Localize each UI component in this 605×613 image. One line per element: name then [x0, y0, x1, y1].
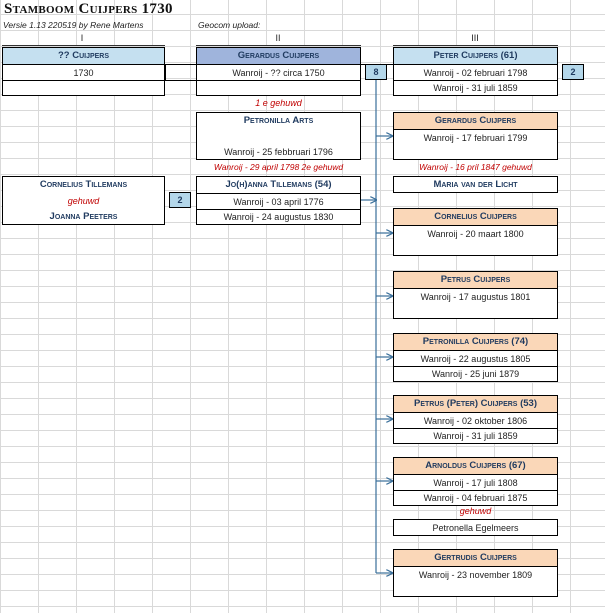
person-death: Wanroij - 25 febbruari 1796: [224, 147, 333, 157]
person-birth: Wanroij - 17 februari 1799: [423, 133, 528, 143]
person-birth: 1730: [73, 68, 94, 78]
person-birth: Wanroij - ?? circa 1750: [232, 68, 325, 78]
geocom-text: Geocom upload:: [198, 20, 261, 30]
person-card-petrus-peter-cuijpers[interactable]: [393, 395, 558, 444]
marriage-label: 1 e gehuwd: [255, 98, 302, 108]
person-birth: Wanroij - 23 november 1809: [418, 570, 533, 580]
connector-line: [165, 80, 196, 81]
marriage-label: Wanroij - 16 pril 1847 gehuwd: [419, 162, 532, 172]
marriage-label: Wanroij - 29 april 1798 2e gehuwd: [213, 162, 344, 172]
person-card-gen1[interactable]: [2, 47, 165, 96]
person-death: Wanroij - 25 juni 1879: [431, 369, 520, 379]
person-birth: Wanroij - 22 augustus 1805: [420, 354, 531, 364]
person-birth: Wanroij - 02 februari 1798: [423, 68, 528, 78]
person-birth: Wanroij - 02 oktober 1806: [423, 416, 528, 426]
connector-line: [361, 64, 393, 65]
generation-bar-3: [393, 45, 558, 46]
person-card-johanna-tillemans[interactable]: [196, 176, 361, 225]
person-birth: Wanroij - 17 juli 1808: [433, 478, 518, 488]
person-card-maria-van-der-licht[interactable]: [393, 176, 558, 193]
version-text: Versie 1.13 220519 by Rene Martens: [3, 20, 144, 30]
person-name: Gerardus Cuijpers: [197, 48, 360, 64]
person-card-petrus-cuijpers[interactable]: [393, 271, 558, 319]
person-card-peter-cuijpers[interactable]: [393, 47, 558, 96]
person-card-gerardus-father[interactable]: [196, 47, 361, 96]
person-death: Wanroij - 31 juli 1859: [433, 83, 518, 93]
married-label: gehuwd: [459, 506, 492, 516]
person-name: Petrus (Peter) Cuijpers (53): [394, 396, 557, 412]
connector-line: [165, 64, 196, 65]
person-card-petronilla-arts[interactable]: [196, 112, 361, 160]
person-name: Arnoldus Cuijpers (67): [394, 458, 557, 474]
person-name: Petronilla Cuijpers (74): [394, 334, 557, 350]
person-name: Petronella Egelmeers: [432, 523, 519, 533]
generation-label-2: II: [275, 33, 281, 43]
person-card-gerardus-cuijpers[interactable]: [393, 112, 558, 160]
children-count-badge[interactable]: 2: [169, 192, 191, 208]
generation-label-1: I: [80, 33, 84, 43]
person-death: Wanroij - 24 augustus 1830: [223, 212, 334, 222]
generation-bar-1: [2, 45, 165, 46]
person-card-petronella-egelmeers[interactable]: [393, 519, 558, 536]
connector-line: [165, 64, 166, 81]
person-name: Peter Cuijpers (61): [394, 48, 557, 64]
generation-label-3: III: [471, 33, 479, 43]
person-name: Joanna Peeters: [49, 211, 118, 222]
person-birth: Wanroij - 03 april 1776: [233, 197, 324, 207]
person-name: Cornelius Cuijpers: [394, 209, 557, 225]
person-card-arnoldus-cuijpers[interactable]: [393, 457, 558, 506]
children-count-badge[interactable]: 2: [562, 64, 584, 80]
person-name: ?? Cuijpers: [3, 48, 164, 64]
generation-bar-2: [196, 45, 361, 46]
person-name: Petronilla Arts: [243, 115, 314, 126]
person-name: Gertrudis Cuijpers: [394, 550, 557, 566]
person-card-cornelius-cuijpers[interactable]: [393, 208, 558, 256]
person-name: Cornelius Tillemans: [39, 179, 128, 190]
children-count-badge[interactable]: 8: [365, 64, 387, 80]
person-name: Maria van der Licht: [433, 179, 518, 190]
person-death: Wanroij - 31 juli 1859: [433, 431, 518, 441]
person-name: Gerardus Cuijpers: [394, 113, 557, 129]
person-death: Wanroij - 04 februari 1875: [423, 493, 528, 503]
person-birth: Wanroij - 20 maart 1800: [427, 229, 524, 239]
person-card-petronilla-cuijpers[interactable]: [393, 333, 558, 382]
person-card-tillemans-parents[interactable]: [2, 176, 165, 225]
person-birth: Wanroij - 17 augustus 1801: [420, 292, 531, 302]
person-name: Jo(h)anna Tillemans (54): [225, 179, 332, 190]
page-title: Stamboom Cuijpers 1730: [4, 1, 173, 17]
person-card-gertrudis-cuijpers[interactable]: [393, 549, 558, 597]
person-name: Petrus Cuijpers: [394, 272, 557, 288]
married-label: gehuwd: [67, 196, 100, 206]
